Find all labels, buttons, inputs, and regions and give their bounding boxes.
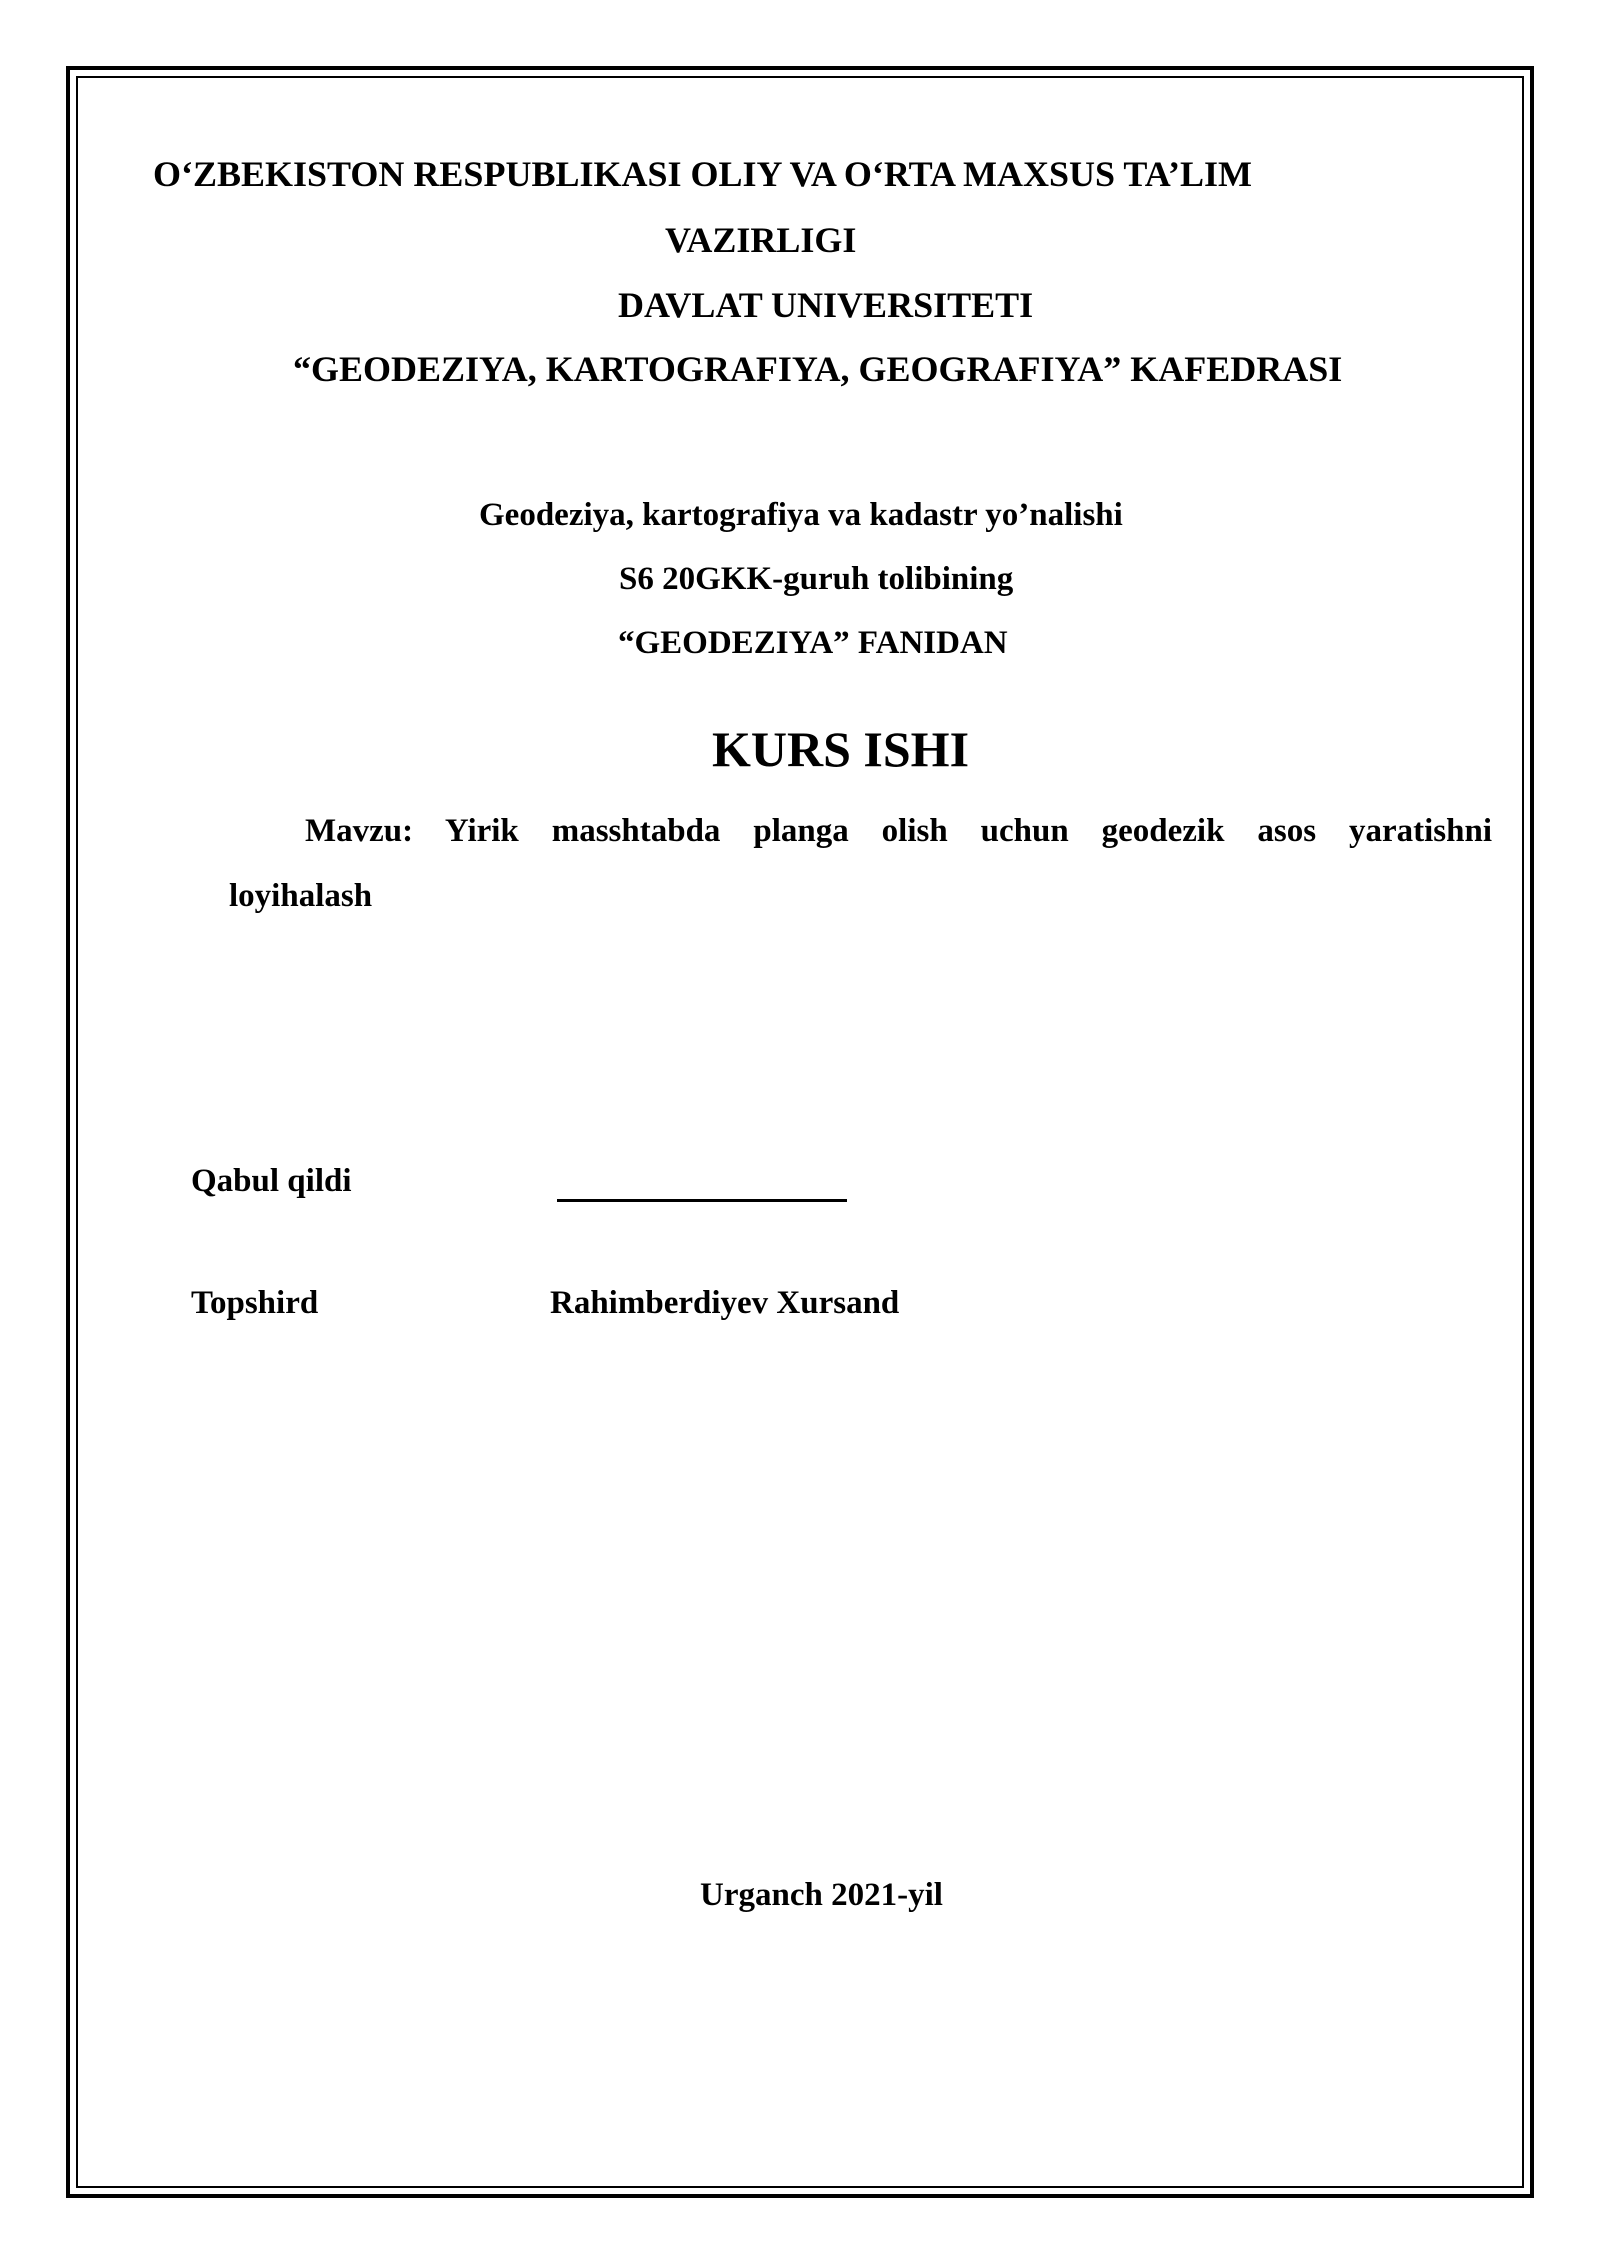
study-direction: Geodeziya, kartografiya va kadastr yo’nalishi	[479, 497, 1123, 533]
topic-line1: Mavzu: Yirik masshtabda planga olish uchun geodezik asos yaratishni	[305, 813, 1492, 849]
department-name: “GEODEZIYA, KARTOGRAFIYA, GEOGRAFIYA” KAFEDRASI	[293, 349, 1343, 389]
document-title: KURS ISHI	[712, 721, 970, 777]
accepted-by-label: Qabul qildi	[191, 1163, 352, 1199]
signature-line	[557, 1199, 847, 1202]
student-name: Rahimberdiyev Xursand	[550, 1285, 900, 1321]
submitted-by-label: Topshird	[191, 1285, 319, 1321]
ministry-name-line1: O‘ZBEKISTON RESPUBLIKASI OLIY VA O‘RTA MAXSUS TA’LIM	[153, 154, 1253, 194]
topic-line2: loyihalash	[229, 878, 373, 914]
ministry-name-line2: VAZIRLIGI	[665, 220, 857, 260]
place-and-year: Urganch 2021-yil	[700, 1877, 943, 1913]
university-name: DAVLAT UNIVERSITETI	[618, 285, 1034, 325]
course-subject: “GEODEZIYA” FANIDAN	[618, 625, 1008, 661]
student-group: S6 20GKK-guruh tolibining	[619, 561, 1014, 597]
page-border-inner	[76, 76, 1524, 2188]
